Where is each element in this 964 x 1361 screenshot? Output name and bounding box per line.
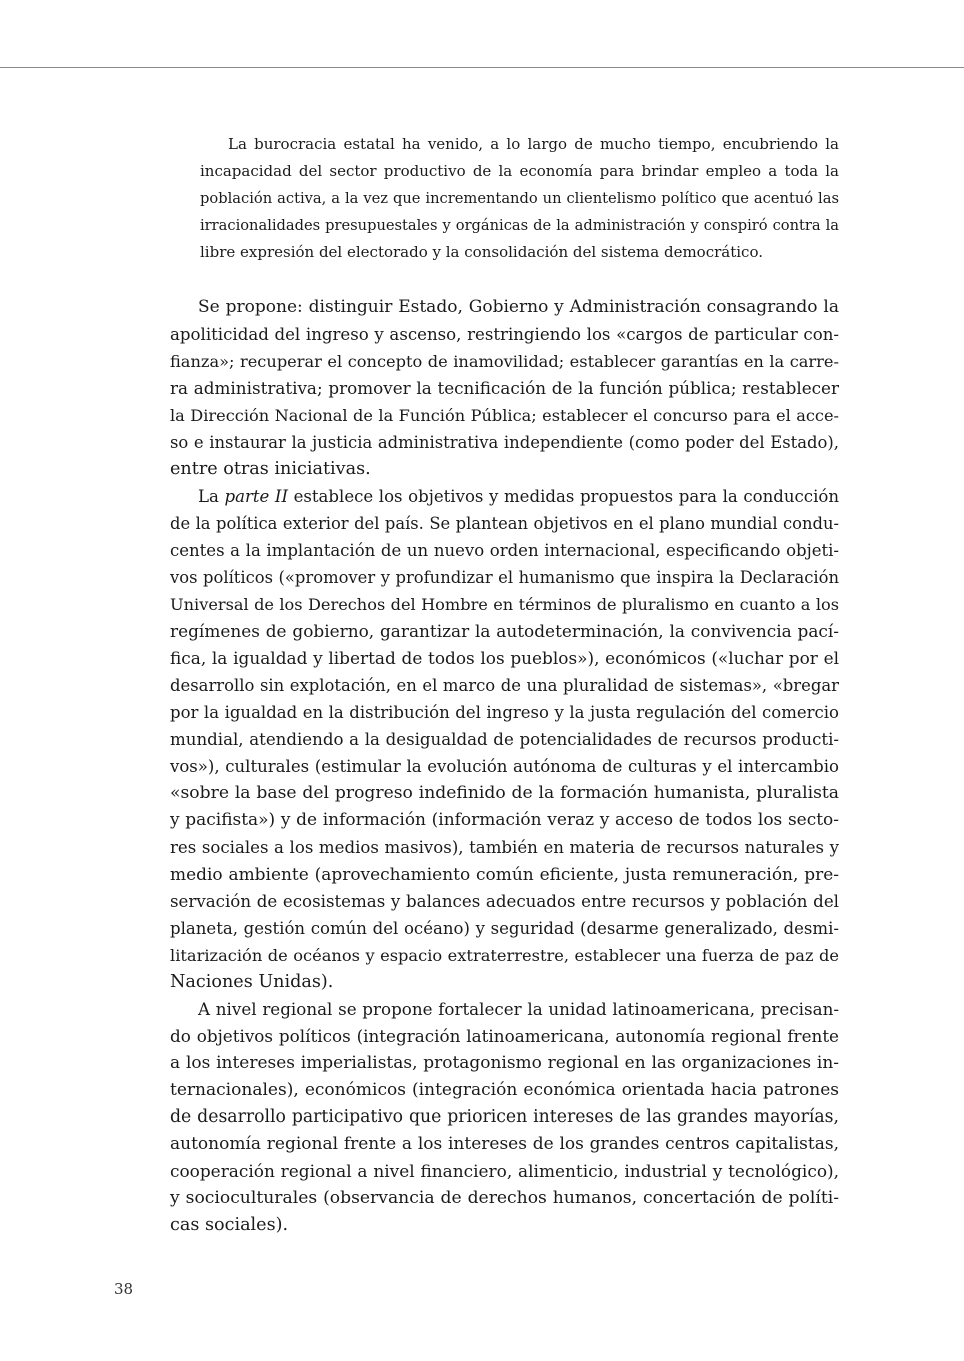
paragraph-line: Universal de los Derechos del Hombre en términos de pluralismo en cuanto a los (170, 595, 839, 614)
paragraph-line: autonomía regional frente a los intereses de los grandes centros capitalistas, (170, 1134, 839, 1154)
paragraph-line: so e instaurar la justicia administrativa independiente (como poder del Estado), (170, 433, 839, 452)
body-text (170, 294, 839, 1239)
paragraph-line: ternacionales), económicos (integración económica orientada hacia patrones (170, 1080, 839, 1100)
paragraph-line: de desarrollo participativo que prioricen intereses de las grandes mayorías, (170, 1107, 839, 1127)
paragraph-line: apoliticidad del ingreso y ascenso, restringiendo los «cargos de particular con- (170, 325, 839, 344)
header-rule (0, 67, 964, 68)
paragraph-line: servación de ecosistemas y balances adecuados entre recursos y población del (170, 892, 839, 911)
paragraph-line (170, 483, 839, 510)
paragraph-line: mundial, atendiendo a la desigualdad de potencialidades de recursos producti- (170, 730, 839, 749)
paragraph-line: centes a la implantación de un nuevo orden internacional, especificando objeti- (170, 541, 839, 560)
paragraph-text: La (198, 487, 225, 506)
paragraph-line: fianza»; recuperar el concepto de inamovilidad; establecer garantías en la carre- (170, 352, 839, 371)
paragraph-line: y pacifista») y de información (información veraz y acceso de todos los secto- (170, 810, 839, 830)
paragraph-line: Se propone: distinguir Estado, Gobierno y Administración consagrando la (198, 297, 839, 317)
block-quote (200, 131, 839, 266)
paragraph-line: y socioculturales (observancia de derechos humanos, concertación de políti- (170, 1188, 839, 1208)
paragraph-line: res sociales a los medios masivos), también en materia de recursos naturales y (170, 838, 839, 857)
quote-line: irracionalidades presupuestales y orgánicas de la administración y conspiró contra la (200, 217, 839, 234)
paragraph-line: vos políticos («promover y profundizar el humanismo que inspira la Declaración (170, 568, 839, 587)
paragraph-line: la Dirección Nacional de la Función Pública; establecer el concurso para el acce- (170, 406, 839, 425)
paragraph-line: medio ambiente (aprovechamiento común eficiente, justa remuneración, pre- (170, 864, 839, 884)
quote-line: población activa, a la vez que incrementando un clientelismo político que acentuó las (200, 190, 839, 207)
paragraph-line: «sobre la base del progreso indefinido de la formación humanista, pluralista (170, 783, 839, 803)
paragraph-line: do objetivos políticos (integración latinoamericana, autonomía regional frente (170, 1026, 839, 1046)
paragraph-line: Naciones Unidas). (170, 972, 334, 992)
paragraph-line: ra administrativa; promover la tecnificación de la función pública; restablecer (170, 378, 839, 398)
quote-line: La burocracia estatal ha venido, a lo largo de mucho tiempo, encubriendo la (228, 135, 839, 153)
paragraph-line: planeta, gestión común del océano) y seguridad (desarme generalizado, desmi- (170, 919, 839, 938)
paragraph-line: A nivel regional se propone fortalecer la unidad latinoamericana, precisan- (198, 999, 839, 1019)
paragraph-line: desarrollo sin explotación, en el marco de una pluralidad de sistemas», «bregar (170, 676, 839, 695)
paragraph-line: regímenes de gobierno, garantizar la autodeterminación, la convivencia pací- (170, 621, 839, 641)
paragraph-line: litarización de océanos y espacio extraterrestre, establecer una fuerza de paz de (170, 946, 839, 965)
quote-line: incapacidad del sector productivo de la economía para brindar empleo a toda la (200, 162, 839, 180)
paragraph-line: entre otras iniciativas. (170, 459, 371, 479)
paragraph-line: cas sociales). (170, 1215, 289, 1235)
italic-reference: parte II (224, 487, 288, 506)
paragraph-line: vos»), culturales (estimular la evolución autónoma de culturas y el intercambio (170, 757, 839, 776)
quote-line: libre expresión del electorado y la consolidación del sistema democrático. (200, 243, 763, 261)
paragraph-line: fica, la igualdad y libertad de todos los pueblos»), económicos («luchar por el (170, 648, 839, 668)
paragraph-line: por la igualdad en la distribución del ingreso y la justa regulación del comercio (170, 703, 839, 722)
paragraph-line: cooperación regional a nivel financiero, alimenticio, industrial y tecnológico), (170, 1161, 839, 1181)
paragraph-line: a los intereses imperialistas, protagonismo regional en las organizaciones in- (170, 1053, 839, 1073)
paragraph-line: de la política exterior del país. Se plantean objetivos en el plano mundial condu- (170, 514, 839, 533)
page-number: 38 (114, 1280, 134, 1298)
paragraph-text: establece los objetivos y medidas propuestos para la conducción (288, 487, 840, 506)
